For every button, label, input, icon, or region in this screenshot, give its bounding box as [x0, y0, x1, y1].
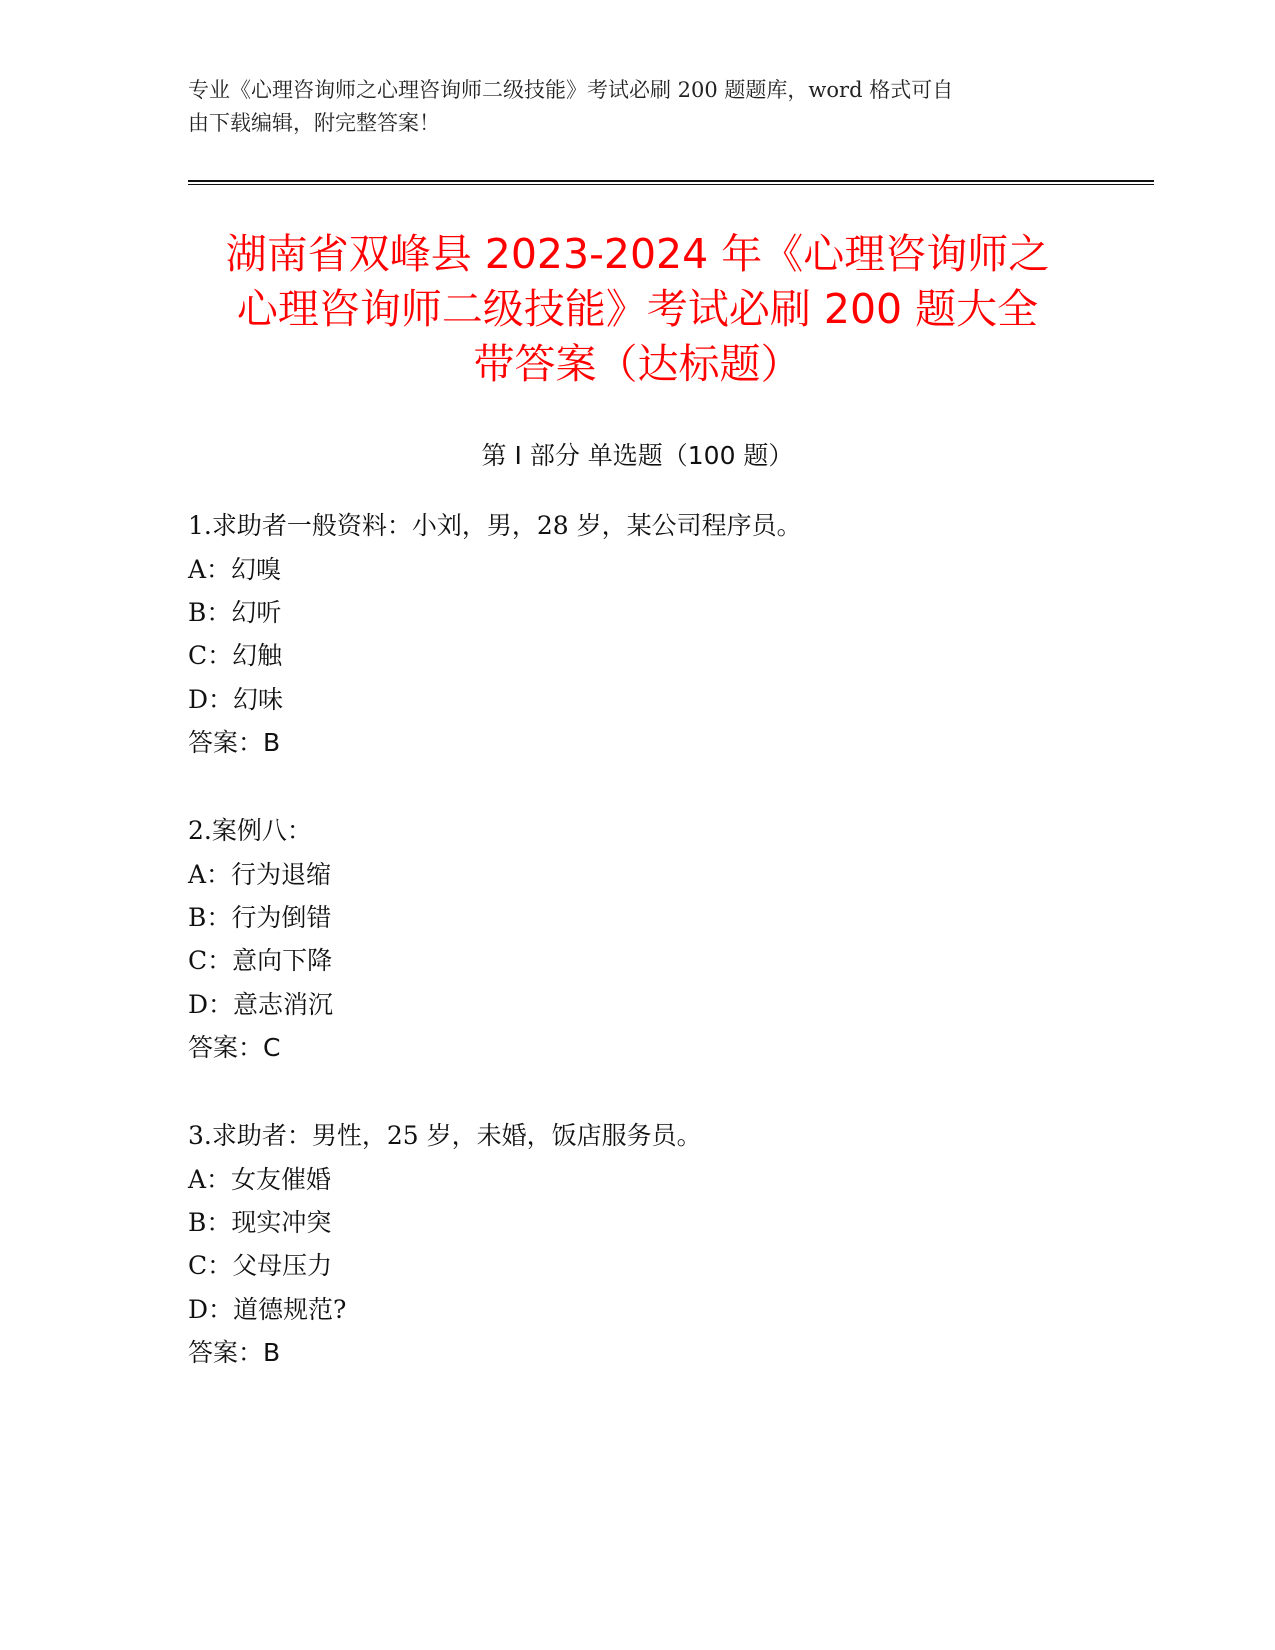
option-b: B：行为倒错: [188, 903, 332, 932]
question-stem: 3.求助者：男性，25 岁，未婚，饭店服务员。: [188, 1121, 702, 1150]
option-b: B：现实冲突: [188, 1208, 332, 1237]
option-c: C：意向下降: [188, 946, 333, 975]
title-line-3: 带答案（达标题）: [473, 340, 802, 388]
header-rule-thick: [188, 180, 1154, 182]
header-note: [188, 74, 1088, 140]
header-note-line-2: 由下载编辑，附完整答案！: [188, 111, 440, 135]
title-line-2: 心理咨询师二级技能》考试必刷 200 题大全: [236, 285, 1039, 333]
question-stem: 2.案例八：: [188, 816, 312, 845]
option-a: A：幻嗅: [188, 555, 282, 584]
option-a: A：行为退缩: [188, 860, 332, 889]
header-note-line-1: 专业《心理咨询师之心理咨询师二级技能》考试必刷 200 题题库，word 格式可自: [188, 78, 954, 102]
option-c: C：父母压力: [188, 1251, 333, 1280]
answer-line: 答案：B: [188, 728, 281, 757]
header-rule-thin: [188, 184, 1154, 185]
option-d: D：意志消沉: [188, 990, 334, 1019]
option-a: A：女友催婚: [188, 1165, 332, 1194]
option-b: B：幻听: [188, 598, 282, 627]
answer-line: 答案：C: [188, 1033, 281, 1062]
document-title: [150, 227, 1125, 392]
option-d: D：幻味: [188, 685, 284, 714]
option-c: C：幻触: [188, 641, 283, 670]
section-heading: 第 I 部分 单选题（100 题）: [481, 441, 794, 470]
option-d: D：道德规范?: [188, 1295, 347, 1324]
title-line-1: 湖南省双峰县 2023-2024 年《心理咨询师之: [225, 230, 1050, 278]
answer-line: 答案：B: [188, 1338, 281, 1367]
question-stem: 1.求助者一般资料：小刘，男，28 岁，某公司程序员。: [188, 511, 802, 540]
